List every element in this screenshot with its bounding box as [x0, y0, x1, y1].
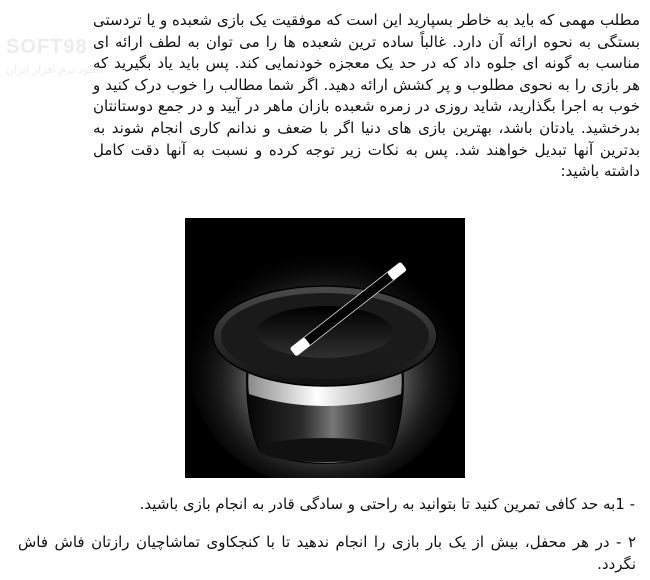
watermark-brand: SOFT98 — [6, 36, 88, 58]
watermark-tagline: دانلود نرم افزار ایران — [6, 63, 104, 76]
magic-hat-icon — [185, 218, 465, 478]
tip-item-1: - 1به حد کافی تمرین کنید تا بتوانید به راحتی و سادگی قادر به انجام بازی باشید. — [139, 495, 635, 513]
magic-hat-illustration — [185, 218, 465, 478]
intro-paragraph: مطلب مهمی که باید به خاطر بسپارید این است که موفقیت یک بازی شعبده و یا تردستی بستگی به نحوه ارائه آن دارد. غالباً ساده ترین شعبده ها را می توان به لطف ارائه ای مناسب به گونه ای جلوه داد که در حد یک معجزه خودنمایی کند. پس باید یاد بگیرید که هر بازی را به نحوی مطلوب و پر کشش ارائه دهید. اگر شما مطالب را خوب درک کنید و خوب به اجرا بگذارید، شاید روزی در زمره شعبده بازان ماهر در آیید و در جمع دوستانتان بدرخشید. یادتان باشد، بهترین بازی های دنیا اگر با ضعف و ندانم کاری انجام شوند به بدترین آنها تبدیل خواهند شد. پس به نکات زیر توجه کرده و نسبت به آنها دقت کامل داشته باشید: — [93, 11, 640, 181]
tip-item-2: ۲ - در هر محفل، بیش از یک بار بازی را انجام ندهید تا با کنجکاوی تماشاچیان رازتان فاش فاش نگردد. — [18, 533, 636, 573]
